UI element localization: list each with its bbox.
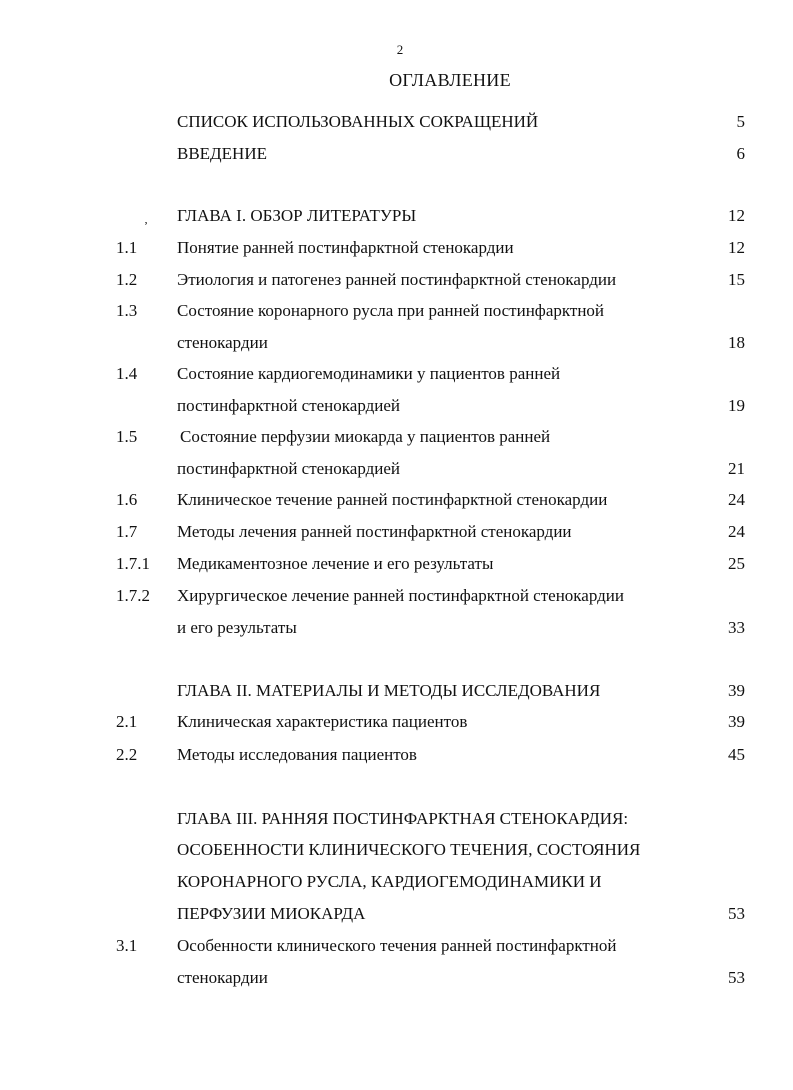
toc-entry-text: Клиническая характеристика пациентов [177, 712, 468, 731]
toc-entry-page: 21 [728, 459, 745, 478]
toc-entry-page: 53 [728, 968, 745, 987]
toc-entry-text: ВВЕДЕНИЕ [177, 144, 267, 163]
toc-entry-number: 3.1 [116, 936, 138, 955]
toc-entry-number: 1.4 [116, 364, 138, 383]
toc-entry-page: 53 [728, 904, 745, 923]
toc-entry-text: КОРОНАРНОГО РУСЛА, КАРДИОГЕМОДИНАМИКИ И [177, 872, 602, 891]
toc-entry-page: 19 [728, 396, 745, 415]
toc-entry-page: 18 [728, 333, 745, 352]
toc-entry-text: стенокардии [177, 333, 268, 352]
toc-entry-number: 1.7 [116, 522, 138, 541]
toc-entry-text: ГЛАВА III. РАННЯЯ ПОСТИНФАРКТНАЯ СТЕНОКАРДИЯ: [177, 809, 629, 828]
toc-entry-number: 1.2 [116, 270, 138, 289]
toc-entry-number: 1.6 [116, 490, 138, 509]
toc-entry-text: постинфарктной стенокардией [177, 396, 400, 415]
toc-entry-text: ГЛАВА II. МАТЕРИАЛЫ И МЕТОДЫ ИССЛЕДОВАНИЯ [177, 681, 601, 700]
toc-entry-page: 12 [728, 206, 745, 225]
toc-entry-text: ГЛАВА I. ОБЗОР ЛИТЕРАТУРЫ [177, 206, 417, 225]
toc-entry-text: Медикаментозное лечение и его результаты [177, 554, 494, 573]
toc-entry-number: 1.7.2 [116, 586, 150, 605]
toc-title: ОГЛАВЛЕНИЕ [389, 70, 511, 90]
toc-entry-number: 1.7.1 [116, 554, 150, 573]
toc-entry-number: 2.1 [116, 712, 138, 731]
toc-entry-text: Методы исследования пациентов [177, 745, 417, 764]
toc-entry-text: Этиология и патогенез ранней постинфарктной стенокардии [177, 270, 617, 289]
toc-entry-text: Состояние кардиогемодинамики у пациентов ранней [177, 364, 561, 383]
toc-entry-page: 39 [728, 681, 745, 700]
toc-entry-text: стенокардии [177, 968, 268, 987]
toc-entry-text: Клиническое течение ранней постинфарктной стенокардии [177, 490, 608, 509]
toc-entry-text: ПЕРФУЗИИ МИОКАРДА [177, 904, 366, 923]
toc-entry-page: 15 [728, 270, 745, 289]
toc-entry-page: 5 [736, 112, 745, 131]
toc-entry-page: 24 [728, 522, 745, 541]
toc-entry-page: 25 [728, 554, 745, 573]
toc-entry-page: 12 [728, 238, 745, 257]
toc-entry-number: 2.2 [116, 745, 138, 764]
toc-entry-text: Понятие ранней постинфарктной стенокардии [177, 238, 514, 257]
toc-entry-text: постинфарктной стенокардией [177, 459, 400, 478]
page-number: 2 [396, 42, 404, 57]
toc-entry-page: 24 [728, 490, 745, 509]
scan-mark: ‚ [144, 212, 148, 226]
toc-entry-page: 39 [728, 712, 745, 731]
toc-entry-text: СПИСОК ИСПОЛЬЗОВАННЫХ СОКРАЩЕНИЙ [177, 112, 539, 131]
toc-entry-text: Хирургическое лечение ранней постинфарктной стенокардии [177, 586, 624, 605]
toc-entry-number: 1.3 [116, 301, 138, 320]
toc-entry-number: 1.5 [116, 427, 138, 446]
toc-entry-page: 33 [728, 618, 745, 637]
toc-entry-page: 6 [736, 144, 745, 163]
toc-entry-page: 45 [728, 745, 745, 764]
toc-entry-text: ОСОБЕННОСТИ КЛИНИЧЕСКОГО ТЕЧЕНИЯ, СОСТОЯНИЯ [177, 840, 641, 859]
toc-entry-text: Особенности клинического течения ранней постинфарктной [177, 936, 617, 955]
toc-entry-text: Состояние коронарного русла при ранней постинфарктной [177, 301, 605, 320]
toc-entry-text: Состояние перфузии миокарда у пациентов ранней [180, 427, 551, 446]
toc-entry-text: и его результаты [177, 618, 297, 637]
toc-entry-text: Методы лечения ранней постинфарктной стенокардии [177, 522, 572, 541]
toc-entry-number: 1.1 [116, 238, 138, 257]
